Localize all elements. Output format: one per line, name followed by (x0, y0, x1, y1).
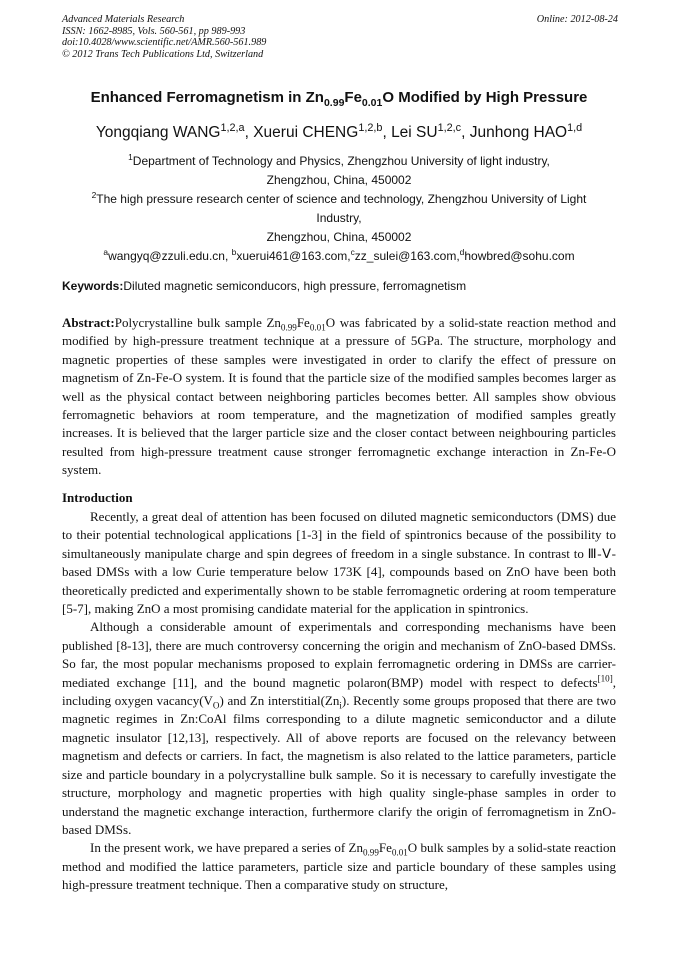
issn-line: ISSN: 1662-8985, Vols. 560-561, pp 989-993 (62, 25, 246, 37)
paragraph: Although a considerable amount of experimentals and corresponding mechanisms have been published [8-13], there are much controversy concerning the origin and mechanism of ZnO-based DMSs. So far, the most popular mechanisms proposed to explain ferromagnetic ordering in DMSs are carrier-mediated exchange [11], and the bound magnetic polaron(BMP) model with respect to defects[10], including oxygen $vacancy(V_O)$ and Zn $interstitial(Zn_i)$. Recently some groups proposed that there are two magnetic regimes in Zn:CoAl films corresponding to a dilute magnetic semiconductor and a dilute magnetic insulator [12,13], respectively. All of above reports are focused on the relevancy between magnetism and defects or carriers. In fact, the magnetism is also related to the lattice parameters, particle size and particle boundary in a polycrystalline bulk sample. So it is necessary to carefully investigate the structure, morphology and magnetic properties with high quality single-phase samples in order to understand the magnetic exchange interaction, furthermore clarify the origin of ferromagnetism in ZnO-based DMSs. (62, 619, 616, 837)
affiliation-2: $^2$The high pressure research center of science and technology, Zhengzhou University of Light Industry, Zhengzhou, China, 450002 (91, 190, 587, 244)
author-list: Yongqiang WANG$^{1,2,a}$, Xuerui CHENG$^{1,2,b}$, Lei SU$^{1,2,c}$, Junhong HAO$^{1,d}$ (95, 121, 583, 141)
introduction-body (62, 508, 616, 895)
abstract-label: Abstract: (62, 315, 115, 330)
journal-name: Advanced Materials Research (62, 14, 185, 25)
email-link[interactable]: zz_sulei@163.com, (354, 249, 460, 263)
paragraph: Recently, a great deal of attention has been focused on diluted magnetic semiconductors (DMS) due to their potential technological applications [1-3] in the field of spintronics because of the possibility to simultaneously manipulate charge and spin degrees of freedom in a single substance. In contrast to Ⅲ-Ⅴ-based DMSs with a low Curie temperature below 173K [4], compounds based on ZnO have been both theoretically predicted and experimentally shown to be stable ferromagnetic ordering at room temperature [5-7], making ZnO a most promising candidate material for the application in spintronics. (62, 509, 616, 617)
email-link[interactable]: wangyq@zzuli.edu.cn, (108, 249, 232, 263)
email-list: $^a$wangyq@zzuli.edu.cn, $^b$xuerui461@163.com,$^c$zz_sulei@163.com,$^d$howbred@sohu.com (103, 247, 575, 263)
author: Xuerui CHENG (253, 124, 359, 141)
doi-line[interactable]: doi:10.4028/www.scientific.net/AMR.560-561.989 (62, 37, 267, 49)
keywords-label: Keywords: (62, 279, 124, 293)
paragraph: In the present work, we have prepared a series of $Zn_{0.99}Fe_{0.01}O$ bulk samples by a solid-state reaction method and modified the lattice parameters, particle size and particle boundary of these samples using high-pressure treatment technique. Then a comparative study on structure, (62, 840, 616, 893)
introduction-heading: Introduction (62, 490, 133, 505)
abstract: Abstract:Polycrystalline bulk sample $Zn_{0.99}Fe_{0.01}O$ was fabricated by a solid-state reaction method and modified by high-pressure treatment technique at a pressure of 5GPa. The structure, morphology and magnetic properties of these samples were investigated in order to clarify the effect of pressure on magnetism of Zn-Fe-O system. It is found that the particle size of the modified samples becomes larger as well as the physical contact between neighboring particles becomes better. All samples show obvious ferromagnetic behaviors at room temperature, and the magnetization of modified samples greatly increases. It is believed that the larger particle size and the closer contact between neighbouring particles resulted from high-pressure treatment cause stronger ferromagnetic exchange interaction in Zn-Fe-O system. (62, 315, 616, 478)
author: Junhong HAO (469, 124, 568, 141)
paper-title: Enhanced Ferromagnetism in $Zn_{0.99}Fe_{0.01}O$ Modified by High Pressure (90, 89, 588, 109)
journal-header (62, 14, 618, 60)
author: Lei SU (391, 124, 438, 141)
copyright-line: © 2012 Trans Tech Publications Ltd, Switzerland (62, 48, 264, 60)
affiliation-1: $^1$Department of Technology and Physics, Zhengzhou University of light industry, Zhengzhou, China, 450002 (128, 152, 550, 187)
online-date: Online: 2012-08-24 (536, 14, 618, 25)
author: Yongqiang WANG (95, 124, 221, 141)
keywords-text: Diluted magnetic semiconducors, high pressure, ferromagnetism (123, 279, 467, 293)
email-link[interactable]: howbred@sohu.com (464, 249, 575, 263)
keywords (62, 279, 618, 293)
email-link[interactable]: xuerui461@163.com, (236, 249, 351, 263)
